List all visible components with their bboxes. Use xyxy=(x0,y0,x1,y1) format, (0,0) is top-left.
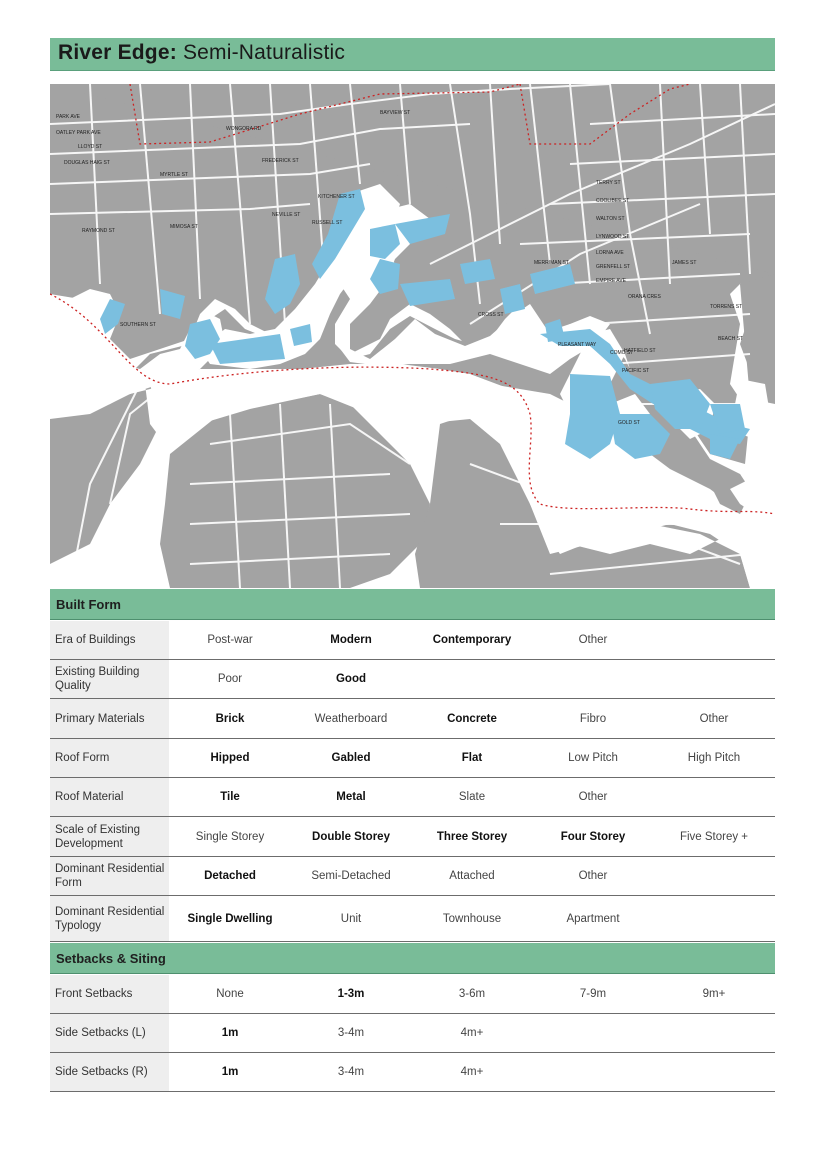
street-label: WALTON ST xyxy=(596,216,625,222)
option-selected: 1-3m xyxy=(337,988,365,1000)
option-selected: Concrete xyxy=(447,712,497,725)
precinct-map xyxy=(50,84,775,588)
row-label: Roof Material xyxy=(55,791,124,803)
row-label-cell xyxy=(50,699,169,738)
table-row xyxy=(50,857,775,896)
street-label: ORANA CRES xyxy=(628,294,661,300)
table-row xyxy=(50,975,775,1014)
option: Five Storey + xyxy=(679,830,749,843)
option: 4m+ xyxy=(460,1066,484,1078)
option: 9m+ xyxy=(702,988,726,1000)
row-label: Existing Building Quality xyxy=(55,666,140,692)
page-title-bar xyxy=(50,38,775,71)
row-label: Dominant Residential Form xyxy=(55,863,165,889)
street-label: PLEASANT WAY xyxy=(558,342,597,348)
street-label: BAYVIEW ST xyxy=(380,110,411,116)
option: Unit xyxy=(340,912,362,925)
street-label: TERRY ST xyxy=(596,180,621,186)
row-label-cell xyxy=(50,857,169,895)
street-label: HATFIELD ST xyxy=(624,348,656,354)
street-label: PACIFIC ST xyxy=(622,368,650,374)
street-label: DOUGLAS HAIG ST xyxy=(64,160,110,166)
row-label: Scale of Existing Development xyxy=(55,823,141,850)
option-selected: Single Dwelling xyxy=(187,912,273,925)
option-selected: Tile xyxy=(220,791,240,803)
option: Other xyxy=(578,791,608,803)
row-label: Side Setbacks (R) xyxy=(55,1066,148,1078)
street-label: GRENFELL ST xyxy=(596,264,630,270)
option: Apartment xyxy=(566,912,620,925)
table-row xyxy=(50,1053,775,1092)
row-label-cell xyxy=(50,778,169,816)
option: Single Storey xyxy=(195,830,265,843)
option: High Pitch xyxy=(687,752,741,764)
street-label: LYNWOOD ST xyxy=(596,234,630,240)
section-heading: Setbacks & Siting xyxy=(56,951,166,966)
option: Poor xyxy=(217,673,243,685)
option: Low Pitch xyxy=(568,752,618,764)
section-heading: Built Form xyxy=(56,597,121,612)
street-label: PARK AVE xyxy=(56,114,80,120)
street-label: MIMOSA ST xyxy=(170,224,198,230)
option: None xyxy=(216,988,244,1000)
section-built-form xyxy=(50,589,775,620)
table-row xyxy=(50,817,775,857)
option-selected: 1m xyxy=(221,1027,239,1039)
option-selected: Hipped xyxy=(210,752,250,764)
option: Townhouse xyxy=(442,912,502,925)
street-label: MERRIMAN ST xyxy=(534,260,569,266)
option: Post-war xyxy=(207,634,253,646)
street-label: CROSS ST xyxy=(478,312,504,318)
street-label: COMO ST xyxy=(610,350,634,356)
option-selected: 1m xyxy=(221,1066,239,1078)
option-selected: Four Storey xyxy=(560,830,626,843)
page-title-rest: Semi-Naturalistic xyxy=(182,41,346,64)
option-selected: Detached xyxy=(204,870,256,882)
option-selected: Contemporary xyxy=(432,634,512,646)
option: 3-4m xyxy=(337,1027,365,1039)
street-label: MYRTLE ST xyxy=(160,172,188,178)
row-label-cell xyxy=(50,975,169,1013)
row-label-cell xyxy=(50,660,169,698)
table-row xyxy=(50,621,775,660)
option-selected: Good xyxy=(335,673,367,685)
option: 4m+ xyxy=(460,1027,484,1039)
street-label: SOUTHERN ST xyxy=(120,322,156,328)
row-label-cell xyxy=(50,1014,169,1052)
option-selected: Three Storey xyxy=(436,830,508,843)
street-label: LLOYD ST xyxy=(78,144,103,150)
option-selected: Brick xyxy=(215,712,245,725)
street-label: WONGORA RD xyxy=(226,126,262,132)
table-row xyxy=(50,896,775,942)
option-selected: Flat xyxy=(461,752,483,764)
option: Attached xyxy=(449,870,495,882)
option: 7-9m xyxy=(579,988,607,1000)
row-label: Era of Buildings xyxy=(55,634,136,646)
street-label: JAMES ST xyxy=(672,260,697,266)
street-label: RAYMOND ST xyxy=(82,228,115,234)
option: Fibro xyxy=(579,712,607,725)
map-graphic xyxy=(50,84,775,588)
row-label: Side Setbacks (L) xyxy=(55,1027,146,1039)
row-label: Primary Materials xyxy=(55,712,145,725)
row-label-cell xyxy=(50,739,169,777)
row-label: Front Setbacks xyxy=(55,988,133,1000)
table-row xyxy=(50,699,775,739)
street-label: LORNA AVE xyxy=(596,250,624,256)
row-label: Dominant Residential Typology xyxy=(55,905,165,932)
option: Other xyxy=(699,712,729,725)
street-label: KITCHENER ST xyxy=(318,194,355,200)
street-label: OATLEY PARK AVE xyxy=(56,130,101,136)
street-label: EMPIRE AVE xyxy=(596,278,626,284)
option-selected: Gabled xyxy=(331,752,371,764)
row-label: Roof Form xyxy=(55,752,110,764)
street-label: COOLIBEE ST xyxy=(596,198,630,204)
table-row xyxy=(50,739,775,778)
option: 3-6m xyxy=(458,988,486,1000)
street-label: BEACH ST xyxy=(718,336,744,342)
street-label: FREDERICK ST xyxy=(262,158,299,164)
page-title-bold: River Edge: xyxy=(58,41,177,64)
option: Weatherboard xyxy=(314,712,388,725)
street-label: NEVILLE ST xyxy=(272,212,301,218)
option-selected: Modern xyxy=(330,634,372,646)
table-row xyxy=(50,1014,775,1053)
option-selected: Double Storey xyxy=(312,830,390,843)
row-label-cell xyxy=(50,817,169,856)
row-label-cell xyxy=(50,896,169,941)
option-selected: Metal xyxy=(336,791,366,803)
option: Other xyxy=(578,634,608,646)
option: 3-4m xyxy=(337,1066,365,1078)
table-row xyxy=(50,660,775,699)
option: Other xyxy=(578,870,608,882)
row-label-cell xyxy=(50,1053,169,1091)
option: Semi-Detached xyxy=(311,870,391,882)
table-row xyxy=(50,778,775,817)
page-title xyxy=(58,41,345,65)
street-label: TORRENS ST xyxy=(710,304,743,310)
section-setbacks xyxy=(50,943,775,974)
street-label: GOLD ST xyxy=(618,420,640,426)
street-label: RUSSELL ST xyxy=(312,220,343,226)
row-label-cell xyxy=(50,621,169,659)
option: Slate xyxy=(458,791,486,803)
